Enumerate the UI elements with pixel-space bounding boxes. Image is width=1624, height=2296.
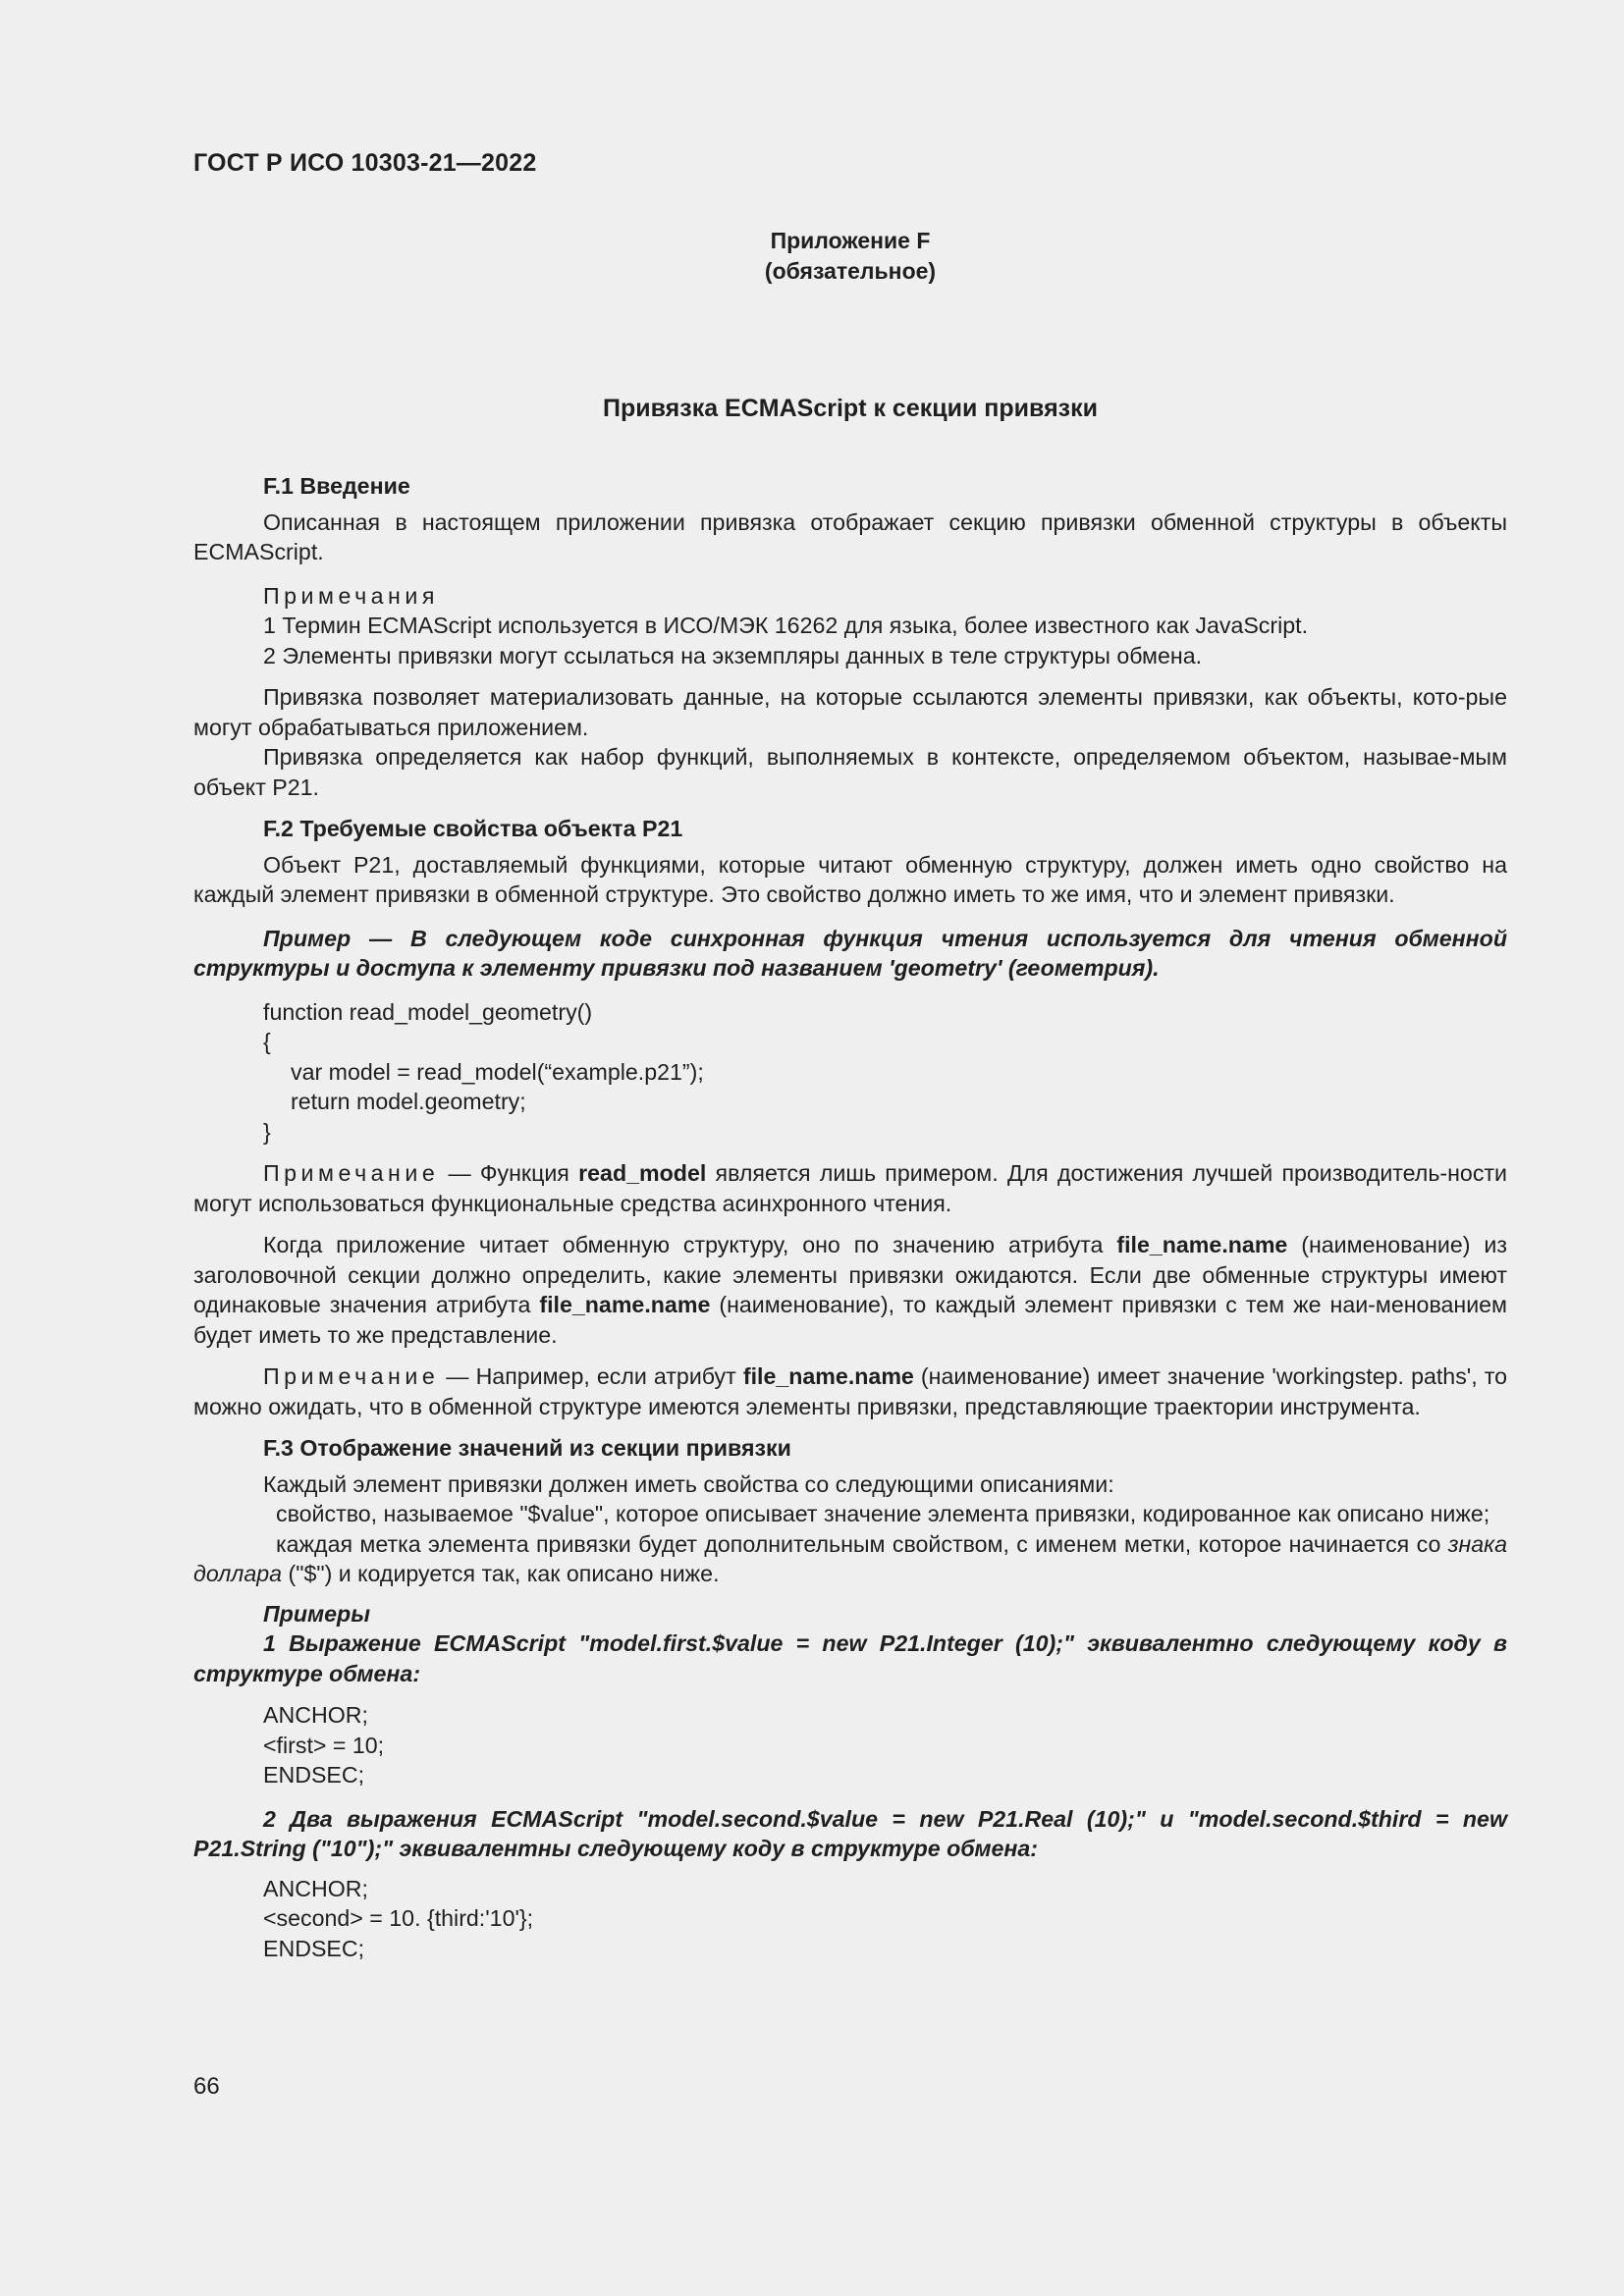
code-line: <first> = 10; <box>263 1732 385 1758</box>
section-heading-f1: F.1 Введение <box>263 473 410 499</box>
paragraph: Привязка определяется как набор функций, выполняемых в контексте, определяемом объектом, называе-мым объект P21. <box>193 744 1507 800</box>
attribute-name: file_name.name <box>539 1292 711 1317</box>
note-text: (наименование) имеет значение 'workingstep. paths', то можно ожидать, что в обменной структуре имеются элементы привязки, представляющие траектории инструмента. <box>193 1363 1507 1419</box>
code-block <box>193 1874 1507 1964</box>
note-text: — Функция <box>439 1160 579 1186</box>
paragraph-text: Когда приложение читает обменную структуру, оно по значению атрибута <box>263 1232 1117 1257</box>
italic-term: знака доллара <box>193 1530 1507 1586</box>
paragraph <box>193 1230 1507 1350</box>
code-line: ANCHOR; <box>263 1875 368 1901</box>
paragraph: Описанная в настоящем приложении привязка отображает секцию привязки обменной структуры в объекты ECMAScript. <box>193 508 1507 564</box>
note-item: 2 Элементы привязки могут ссылаться на экземпляры данных в теле структуры обмена. <box>263 642 1203 668</box>
note-text: — Например, если атрибут <box>439 1363 743 1389</box>
note-paragraph <box>193 1158 1507 1218</box>
annex-title: Приложение F <box>770 228 931 253</box>
attribute-name: file_name.name <box>1116 1232 1288 1257</box>
page-number: 66 <box>193 2073 220 2100</box>
list-item <box>193 1529 1507 1589</box>
paragraph: Каждый элемент привязки должен иметь свойства со следующими описаниями: <box>263 1470 1114 1497</box>
code-line: function read_model_geometry() <box>263 998 593 1025</box>
paragraph: Привязка позволяет материализовать данные, на которые ссылаются элементы привязки, как объекты, кото-рые могут обрабатываться приложением. <box>193 684 1507 740</box>
code-line: } <box>263 1118 271 1145</box>
code-line: { <box>263 1029 271 1054</box>
code-line: <second> = 10. {third:'10'}; <box>263 1905 534 1931</box>
document-id: ГОСТ Р ИСО 10303-21—2022 <box>193 149 537 177</box>
notes-label: Примечания <box>263 582 439 609</box>
annex-label <box>193 226 1507 287</box>
code-block <box>193 997 1507 1148</box>
example-text: 1 Выражение ECMAScript "model.first.$value = new P21.Integer (10);" эквивалентно следующему коду в структуре обмена: <box>193 1630 1507 1686</box>
examples-label: Примеры <box>263 1600 371 1627</box>
list-text: ("$") и кодируется так, как описано ниже. <box>282 1561 720 1586</box>
list-item: свойство, называемое "$value", которое описывает значение элемента привязки, кодированное как описано ниже; <box>276 1501 1490 1526</box>
section-heading-f2: F.2 Требуемые свойства объекта P21 <box>263 816 683 841</box>
attribute-name: file_name.name <box>742 1363 914 1389</box>
code-line: ENDSEC; <box>263 1935 365 1961</box>
note-text: является лишь примером. Для достижения лучшей производитель-ности могут использоваться функциональные средства асинхронного чтения. <box>193 1160 1507 1216</box>
code-line: ANCHOR; <box>263 1702 368 1728</box>
code-line: return model.geometry; <box>291 1089 526 1114</box>
paragraph: Объект P21, доставляемый функциями, которые читают обменную структуру, должен иметь одно свойство на каждый элемент привязки в обменной структуре. Это свойство должно иметь то же имя, что и элемент привязки. <box>193 851 1507 907</box>
note-label: Примечание <box>263 1160 440 1186</box>
code-line: var model = read_model(“example.p21”); <box>291 1058 704 1085</box>
paragraph-text: (наименование), то каждый элемент привязки с тем же наи-менованием будет иметь то же представление. <box>193 1292 1507 1348</box>
annex-heading: Привязка ECMAScript к секции привязки <box>603 395 1098 422</box>
list-text: каждая метка элемента привязки будет дополнительным свойством, с именем метки, которое начинается со <box>276 1530 1448 1557</box>
note-label: Примечание <box>263 1363 440 1389</box>
annex-status: (обязательное) <box>764 258 937 284</box>
document-body <box>193 471 1507 1963</box>
note-paragraph <box>193 1362 1507 1421</box>
section-heading-f3: F.3 Отображение значений из секции привязки <box>263 1435 791 1461</box>
paragraph-text: (наименование) из заголовочной секции должно определить, какие элементы привязки ожидаются. Если две обменные структуры имеют одинаковые значения атрибута <box>193 1232 1507 1317</box>
example-text: 2 Два выражения ECMAScript "model.second.$value = new P21.Real (10);" и "model.second.$third = new P21.String ("10");" эквивалентны следующему коду в структуре обмена: <box>193 1805 1507 1861</box>
note-item: 1 Термин ECMAScript используется в ИСО/МЭК 16262 для языка, более известного как JavaScript. <box>263 613 1309 638</box>
code-block <box>193 1700 1507 1790</box>
code-line: ENDSEC; <box>263 1762 365 1788</box>
example-text: Пример — В следующем коде синхронная функция чтения используется для чтения обменной структуры и доступа к элементу привязки под названием 'geometry' (геометрия). <box>193 925 1507 981</box>
note-code: read_model <box>578 1160 707 1186</box>
